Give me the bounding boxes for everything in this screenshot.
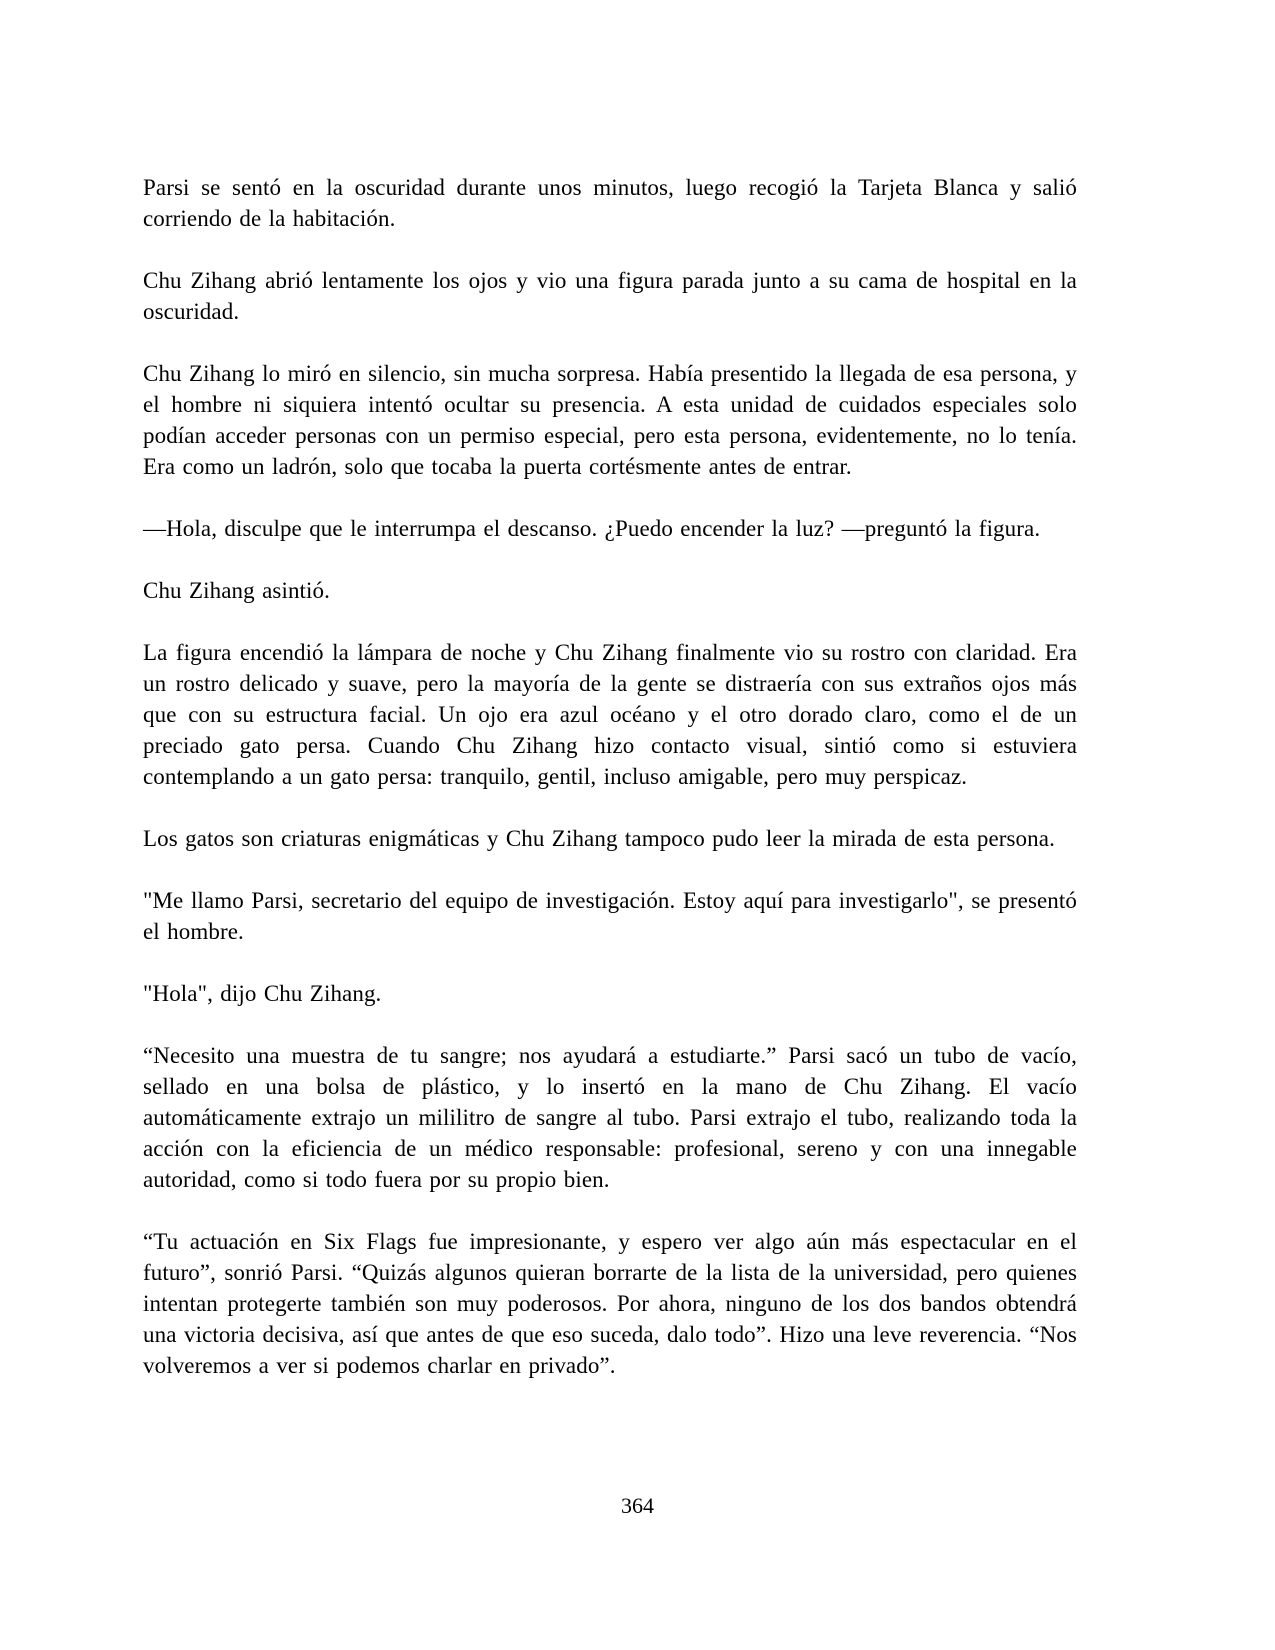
paragraph: Los gatos son criaturas enigmáticas y Chu Zihang tampoco pudo leer la mirada de esta persona. <box>143 826 1055 851</box>
page-number: 364 <box>621 1493 654 1518</box>
paragraph: Chu Zihang asintió. <box>143 578 330 603</box>
paragraph: Chu Zihang abrió lentamente los ojos y vio una figura parada junto a su cama de hospital en la oscuridad. <box>143 268 1077 324</box>
paragraph: La figura encendió la lámpara de noche y Chu Zihang finalmente vio su rostro con claridad. Era un rostro delicado y suave, pero la mayoría de la gente se distraería con sus extraños ojos más que con su estructura facial. Un ojo era azul océano y el otro dorado claro, como el de un preciado gato persa. Cuando Chu Zihang hizo contacto visual, sintió como si estuviera contemplando a un gato persa: tranquilo, gentil, incluso amigable, pero muy perspicaz. <box>143 640 1077 789</box>
paragraph: Parsi se sentó en la oscuridad durante unos minutos, luego recogió la Tarjeta Blanca y salió corriendo de la habitación. <box>143 175 1077 231</box>
paragraph: —Hola, disculpe que le interrumpa el descanso. ¿Puedo encender la luz? —preguntó la figura. <box>143 516 1041 541</box>
paragraph: “Necesito una muestra de tu sangre; nos ayudará a estudiarte.” Parsi sacó un tubo de vacío, sellado en una bolsa de plástico, y lo insertó en la mano de Chu Zihang. El vacío automáticamente extrajo un mililitro de sangre al tubo. Parsi extrajo el tubo, realizando toda la acción con la eficiencia de un médico responsable: profesional, sereno y con una innegable autoridad, como si todo fuera por su propio bien. <box>143 1043 1077 1192</box>
paragraph: "Hola", dijo Chu Zihang. <box>143 981 382 1006</box>
paragraph: “Tu actuación en Six Flags fue impresionante, y espero ver algo aún más espectacular en el futuro”, sonrió Parsi. “Quizás algunos quieran borrarte de la lista de la universidad, pero quienes intentan protegerte también son muy poderosos. Por ahora, ninguno de los dos bandos obtendrá una victoria decisiva, así que antes de que eso suceda, dalo todo”. Hizo una leve reverencia. “Nos volveremos a ver si podemos charlar en privado”. <box>143 1229 1077 1378</box>
paragraph: Chu Zihang lo miró en silencio, sin mucha sorpresa. Había presentido la llegada de esa persona, y el hombre ni siquiera intentó ocultar su presencia. A esta unidad de cuidados especiales solo podían acceder personas con un permiso especial, pero esta persona, evidentemente, no lo tenía. Era como un ladrón, solo que tocaba la puerta cortésmente antes de entrar. <box>143 361 1077 479</box>
paragraph: "Me llamo Parsi, secretario del equipo de investigación. Estoy aquí para investigarlo", se presentó el hombre. <box>143 888 1077 944</box>
